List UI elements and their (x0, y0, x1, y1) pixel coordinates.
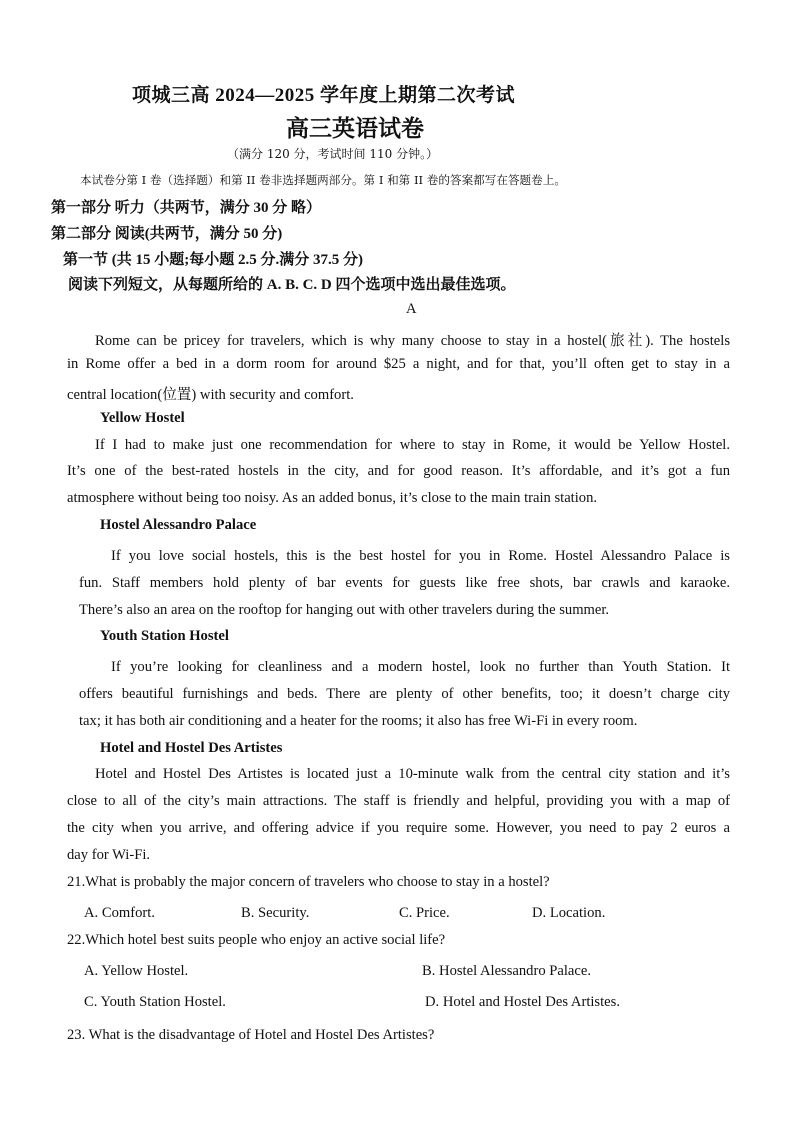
question-21-option-d: D. Location. (532, 905, 606, 921)
heading-youth-station: Youth Station Hostel (100, 628, 229, 644)
intro-line-2: in Rome offer a bed in a dorm room for around $25 a night, and for that, you’ll often get to stay in a (67, 356, 730, 372)
question-22-option-b: B. Hostel Alessandro Palace. (422, 963, 592, 979)
artistes-line-2: close to all of the city’s main attractions. The staff is friendly and helpful, providing you with a map of (67, 793, 730, 809)
section1-heading: 第一节 (共 15 小题;每小题 2.5 分.满分 37.5 分) (63, 252, 363, 268)
heading-alessandro-palace: Hostel Alessandro Palace (100, 517, 257, 533)
alessandro-line-1: If you love social hostels, this is the best hostel for you in Rome. Hostel Alessandro Palace is (111, 548, 730, 564)
exam-subtitle: 高三英语试卷 (286, 116, 424, 141)
intro-line-1: Rome can be pricey for travelers, which is why many choose to stay in a hostel(旅社). The hostels (95, 333, 730, 349)
youth-line-1: If you’re looking for cleanliness and a modern hostel, look no further than Youth Station. It (111, 659, 730, 675)
artistes-line-3: the city when you arrive, and offering advice if you require some. However, you need to pay 2 euros a (67, 820, 730, 836)
part2-heading: 第二部分 阅读(共两节，满分 50 分) (51, 226, 283, 242)
artistes-line-4: day for Wi-Fi. (67, 847, 151, 863)
heading-des-artistes: Hotel and Hostel Des Artistes (100, 740, 283, 756)
intro-line-3: central location(位置) with security and comfort. (67, 387, 354, 403)
yellow-line-2: It’s one of the best-rated hostels in the city, and for good reason. It’s affordable, and it’s got a fun (67, 463, 730, 479)
question-22-option-c: C. Youth Station Hostel. (84, 994, 226, 1010)
question-21-stem: 21.What is probably the major concern of travelers who choose to stay in a hostel? (67, 874, 550, 890)
question-23-stem: 23. What is the disadvantage of Hotel and Hostel Des Artistes? (67, 1027, 435, 1043)
youth-line-2: offers beautiful furnishings and beds. There are plenty of other benefits, too; it doesn’t charge city (79, 686, 730, 702)
question-22-stem: 22.Which hotel best suits people who enjoy an active social life? (67, 932, 446, 948)
exam-instruction: 本试卷分第 I 卷（选择题）和第 II 卷非选择题两部分。第 I 和第 II 卷的答案都写在答题卷上。 (80, 173, 566, 187)
yellow-line-3: atmosphere without being too noisy. As an added bonus, it’s close to the main train station. (67, 490, 598, 506)
exam-title: 项城三高 2024—2025 学年度上期第二次考试 (132, 85, 516, 106)
passage-label: A (406, 301, 417, 317)
reading-directions: 阅读下列短文，从每题所给的 A. B. C. D 四个选项中选出最佳选项。 (68, 277, 516, 293)
question-21-option-b: B. Security. (241, 905, 310, 921)
question-21-option-a: A. Comfort. (84, 905, 155, 921)
artistes-line-1: Hotel and Hostel Des Artistes is located just a 10-minute walk from the central city station and it’s (95, 766, 730, 782)
part1-heading: 第一部分 听力（共两节，满分 30 分 略） (51, 200, 322, 216)
youth-line-3: tax; it has both air conditioning and a heater for the rooms; it also has free Wi-Fi in every room. (79, 713, 638, 729)
question-22-option-d: D. Hotel and Hostel Des Artistes. (425, 994, 620, 1010)
alessandro-line-3: There’s also an area on the rooftop for hanging out with other travelers during the summer. (79, 602, 610, 618)
score-note: （满分 120 分，考试时间 110 分钟。） (227, 147, 439, 161)
heading-yellow-hostel: Yellow Hostel (100, 410, 185, 426)
question-22-option-a: A. Yellow Hostel. (84, 963, 189, 979)
yellow-line-1: If I had to make just one recommendation for where to stay in Rome, it would be Yellow Hostel. (95, 437, 730, 453)
question-21-option-c: C. Price. (399, 905, 450, 921)
alessandro-line-2: fun. Staff members hold plenty of bar events for guests like free shots, bar crawls and karaoke. (79, 575, 730, 591)
